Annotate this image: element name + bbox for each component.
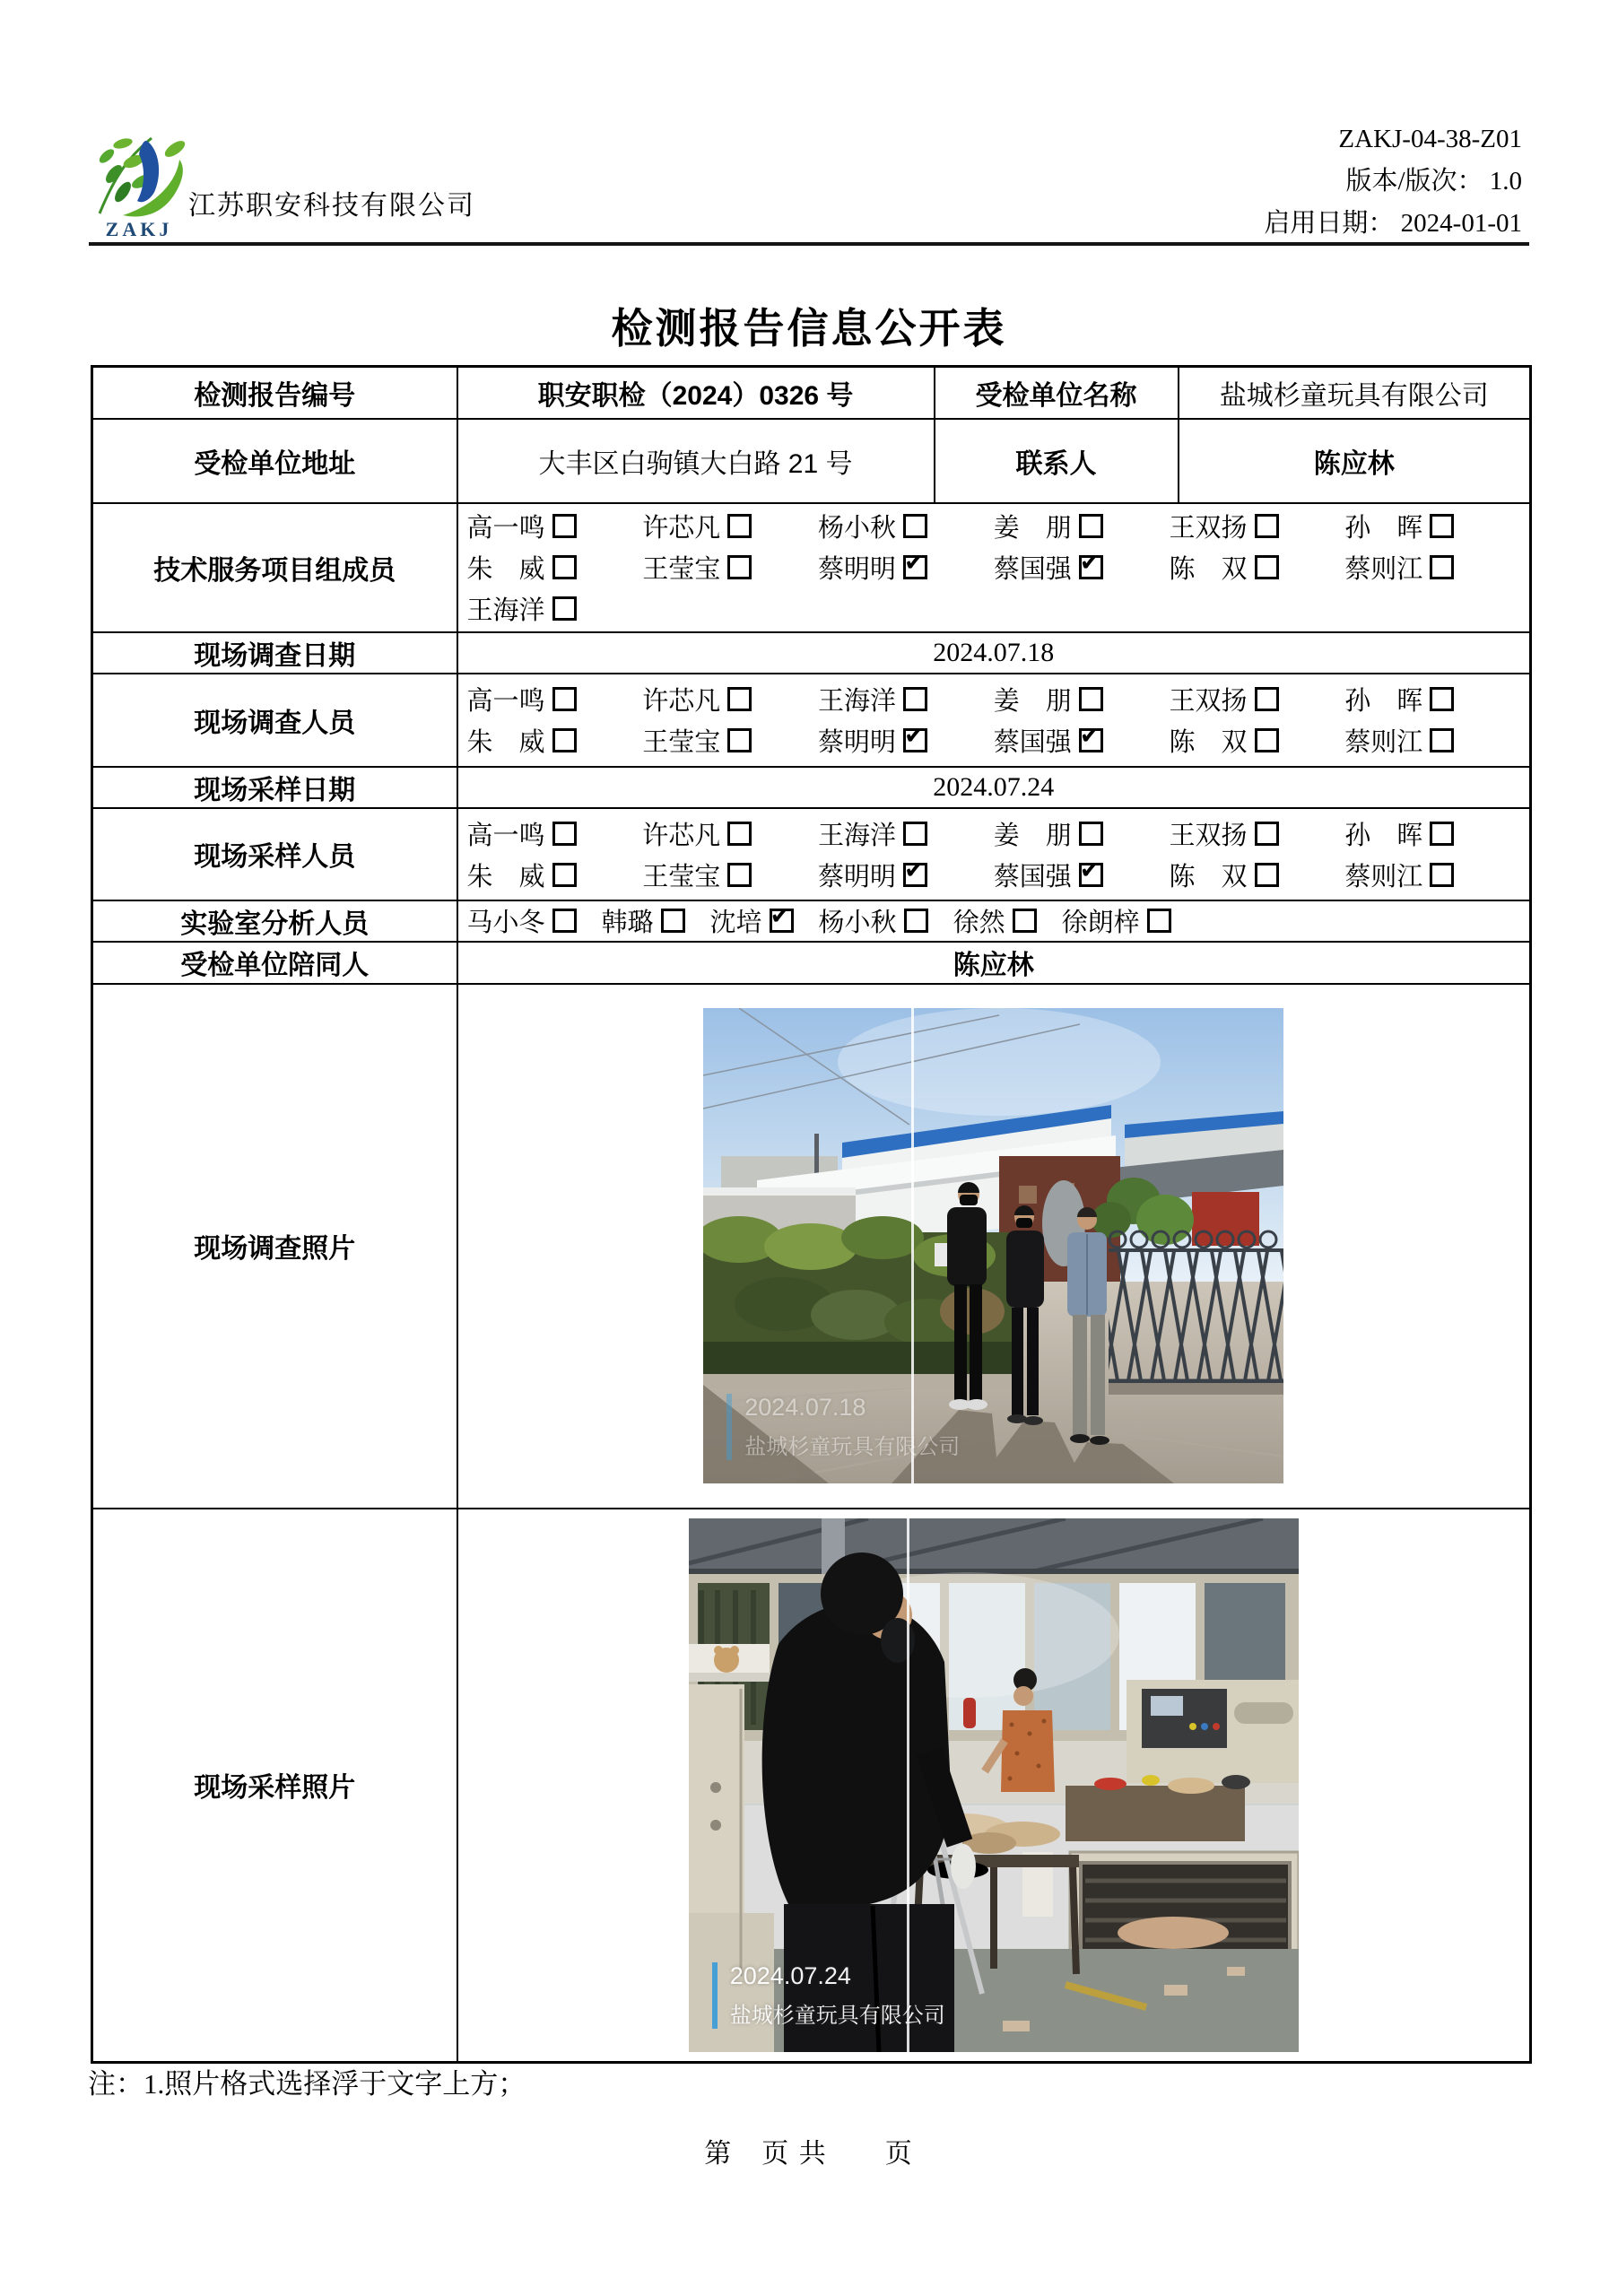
member xyxy=(642,549,818,586)
member-checkbox xyxy=(1430,514,1454,538)
doc-version: 版本/版次： 1.0 xyxy=(1345,167,1522,196)
member-name: 王双扬 xyxy=(1169,687,1248,716)
member xyxy=(818,722,994,759)
companion-value: 陈应林 xyxy=(457,942,1531,984)
sampling-photo-label: 现场采样照片 xyxy=(92,1509,457,2063)
member-checkbox xyxy=(1255,687,1279,711)
survey-staff-members xyxy=(457,674,1531,767)
member-name: 王海洋 xyxy=(466,596,545,625)
member-name: 蔡国强 xyxy=(993,862,1072,891)
left-shelf xyxy=(689,1644,774,1682)
member-checkbox xyxy=(903,514,927,538)
member xyxy=(994,508,1170,544)
member-checkbox xyxy=(727,863,752,887)
member-name: 王双扬 xyxy=(1169,514,1248,543)
lab-staff-line xyxy=(467,902,1521,940)
table-row-survey-photo xyxy=(92,984,1531,1509)
member-checkbox xyxy=(1255,514,1279,538)
survey-staff-label: 现场调查人员 xyxy=(92,674,457,767)
member-name: 沈培 xyxy=(709,909,762,937)
member-name: 杨小秋 xyxy=(818,514,897,543)
member-checkbox xyxy=(552,909,577,933)
member-checkbox xyxy=(1430,822,1454,846)
watermark-date: 2024.07.24 xyxy=(729,1961,851,1989)
member xyxy=(642,508,818,544)
member-name: 孙 晖 xyxy=(1344,687,1423,716)
member-checkbox xyxy=(1430,687,1454,711)
member-checkbox xyxy=(1079,514,1103,538)
survey-date-value: 2024.07.18 xyxy=(457,632,1531,674)
contact-value: 陈应林 xyxy=(1179,419,1531,503)
survey-photo-watermark xyxy=(726,1394,960,1460)
unit-addr-label: 受检单位地址 xyxy=(92,419,457,503)
member-checkbox xyxy=(903,863,927,887)
member xyxy=(818,815,994,852)
member-checkbox xyxy=(1255,555,1279,579)
table-row-survey-staff xyxy=(92,674,1531,767)
table-row-address xyxy=(92,419,1531,503)
member-name: 王莹宝 xyxy=(642,862,721,891)
member-checkbox xyxy=(661,909,685,933)
member-checkbox xyxy=(552,555,577,579)
report-no-label: 检测报告编号 xyxy=(92,367,457,419)
sampling-date-value: 2024.07.24 xyxy=(457,767,1531,808)
member xyxy=(467,857,643,893)
table-row-sampling-staff xyxy=(92,808,1531,900)
sampling-date-label: 现场采样日期 xyxy=(92,767,457,808)
member-name: 蔡明明 xyxy=(818,555,897,584)
member xyxy=(994,815,1170,852)
member-name: 高一鸣 xyxy=(466,687,545,716)
member xyxy=(994,549,1170,586)
member xyxy=(994,857,1170,893)
retractable-gate xyxy=(1109,1231,1283,1395)
unit-name-label: 受检单位名称 xyxy=(935,367,1179,419)
header-divider xyxy=(89,242,1529,246)
member-checkbox xyxy=(552,728,577,752)
member-name: 王双扬 xyxy=(1169,821,1248,850)
member xyxy=(1170,857,1345,893)
member xyxy=(467,681,643,718)
member-checkbox xyxy=(1079,863,1103,887)
member-name: 陈 双 xyxy=(1169,555,1248,584)
member-name: 韩璐 xyxy=(601,909,654,937)
table-row-team xyxy=(92,503,1531,632)
member-checkbox xyxy=(904,909,928,933)
member-name: 许芯凡 xyxy=(642,687,721,716)
member xyxy=(467,508,643,544)
watermark-date: 2024.07.18 xyxy=(744,1394,866,1421)
member-name: 朱 威 xyxy=(466,862,545,891)
member-checkbox xyxy=(1430,863,1454,887)
member-name: 杨小秋 xyxy=(818,909,897,937)
team-line-3 xyxy=(467,588,1521,630)
member xyxy=(818,549,994,586)
member-checkbox xyxy=(727,687,752,711)
member-checkbox xyxy=(727,728,752,752)
member xyxy=(1170,815,1345,852)
member-name: 王莹宝 xyxy=(642,555,721,584)
member xyxy=(1062,902,1171,939)
doc-start-date: 启用日期： 2024-01-01 xyxy=(1264,209,1522,238)
member-name: 高一鸣 xyxy=(466,514,545,543)
member-checkbox xyxy=(903,728,927,752)
member-checkbox xyxy=(1079,687,1103,711)
member-name: 朱 威 xyxy=(466,555,545,584)
table-row-report-no xyxy=(92,367,1531,419)
survey-staff-line-1 xyxy=(467,679,1521,720)
member-name: 许芯凡 xyxy=(642,821,721,850)
member xyxy=(994,722,1170,759)
table-row-lab-staff xyxy=(92,900,1531,942)
survey-photo xyxy=(703,1008,1283,1483)
member xyxy=(467,590,643,627)
member-name: 蔡明明 xyxy=(818,728,897,757)
watermark-company: 盐城杉童玩具有限公司 xyxy=(744,1435,961,1459)
survey-date-label: 现场调查日期 xyxy=(92,632,457,674)
team-members xyxy=(457,503,1531,632)
team-line-1 xyxy=(467,506,1521,547)
report-info-table xyxy=(91,365,1532,2064)
member-checkbox xyxy=(552,687,577,711)
member xyxy=(818,857,994,893)
member-checkbox xyxy=(1147,909,1171,933)
sampling-staff-line-1 xyxy=(467,813,1521,854)
logo-text: ZAKJ xyxy=(105,218,173,240)
member xyxy=(642,815,818,852)
member-name: 马小冬 xyxy=(466,909,545,937)
member-checkbox xyxy=(1013,909,1037,933)
footnote: 注：1.照片格式选择浮于文字上方； xyxy=(88,2068,526,2100)
member-checkbox xyxy=(552,514,577,538)
member-name: 陈 双 xyxy=(1169,728,1248,757)
company-logo xyxy=(92,131,186,221)
page-footer: 第 页 共 页 xyxy=(704,2139,914,2169)
member-checkbox xyxy=(1079,728,1103,752)
member xyxy=(602,902,685,939)
member xyxy=(818,508,994,544)
member xyxy=(467,815,643,852)
member xyxy=(1344,549,1520,586)
member xyxy=(1344,508,1520,544)
member xyxy=(642,681,818,718)
member-name: 王莹宝 xyxy=(642,728,721,757)
member-name: 朱 威 xyxy=(466,728,545,757)
table-row-sampling-photo xyxy=(92,1509,1531,2063)
member-name: 徐朗梓 xyxy=(1061,909,1140,937)
member-checkbox xyxy=(903,822,927,846)
member-checkbox xyxy=(1079,822,1103,846)
member-checkbox xyxy=(727,555,752,579)
page-title: 检测报告信息公开表 xyxy=(611,305,1007,352)
member-name: 徐然 xyxy=(953,909,1005,937)
member xyxy=(994,681,1170,718)
member xyxy=(1344,815,1520,852)
member-name: 蔡国强 xyxy=(993,555,1072,584)
member xyxy=(467,549,643,586)
report-no-value: 职安职检（2024）0326 号 xyxy=(457,367,935,419)
member-name: 孙 晖 xyxy=(1344,514,1423,543)
sampling-photo xyxy=(689,1518,1299,2052)
member-name: 陈 双 xyxy=(1169,862,1248,891)
survey-photo-cell xyxy=(457,984,1531,1509)
member-checkbox xyxy=(903,687,927,711)
member-name: 蔡则江 xyxy=(1344,555,1423,584)
member-checkbox xyxy=(552,596,577,621)
member-checkbox xyxy=(727,822,752,846)
member-name: 王海洋 xyxy=(818,687,897,716)
member-name: 姜 朋 xyxy=(993,514,1072,543)
sampling-staff-line-2 xyxy=(467,854,1521,895)
member-checkbox xyxy=(552,863,577,887)
logo-blue-swoosh xyxy=(137,141,159,202)
member-checkbox xyxy=(903,555,927,579)
unit-addr-value: 大丰区白驹镇大白路 21 号 xyxy=(457,419,935,503)
table-row-survey-date xyxy=(92,632,1531,674)
member-name: 孙 晖 xyxy=(1344,821,1423,850)
watermark-company: 盐城杉童玩具有限公司 xyxy=(729,2003,945,2028)
member xyxy=(1170,508,1345,544)
member xyxy=(818,681,994,718)
unit-name-value: 盐城杉童玩具有限公司 xyxy=(1179,367,1531,419)
member xyxy=(642,722,818,759)
member xyxy=(710,902,794,939)
lab-staff-members xyxy=(457,900,1531,942)
member-name: 姜 朋 xyxy=(993,821,1072,850)
lab-staff-label: 实验室分析人员 xyxy=(92,900,457,942)
team-line-2 xyxy=(467,547,1521,588)
member-checkbox xyxy=(1079,555,1103,579)
member xyxy=(1344,681,1520,718)
member-name: 王海洋 xyxy=(818,821,897,850)
member-checkbox xyxy=(770,909,794,933)
member-checkbox xyxy=(1255,728,1279,752)
member xyxy=(953,902,1037,939)
member-checkbox xyxy=(1255,822,1279,846)
member xyxy=(467,722,643,759)
sampling-photo-watermark xyxy=(712,1962,945,2029)
survey-staff-line-2 xyxy=(467,720,1521,761)
team-label: 技术服务项目组成员 xyxy=(92,503,457,632)
document-meta xyxy=(1264,118,1522,245)
member xyxy=(819,902,928,939)
member-name: 蔡明明 xyxy=(818,862,897,891)
member-checkbox xyxy=(1255,863,1279,887)
member-checkbox xyxy=(727,514,752,538)
center-machine xyxy=(1127,1680,1299,1783)
member-checkbox xyxy=(1430,728,1454,752)
table-row-sampling-date xyxy=(92,767,1531,808)
member xyxy=(1170,722,1345,759)
member-checkbox xyxy=(552,822,577,846)
member-name: 姜 朋 xyxy=(993,687,1072,716)
table-row-companion xyxy=(92,942,1531,984)
member-name: 许芯凡 xyxy=(642,514,721,543)
member xyxy=(1170,681,1345,718)
sampling-staff-members xyxy=(457,808,1531,900)
member-name: 蔡国强 xyxy=(993,728,1072,757)
companion-label: 受检单位陪同人 xyxy=(92,942,457,984)
survey-photo-label: 现场调查照片 xyxy=(92,984,457,1509)
member-name: 蔡则江 xyxy=(1344,862,1423,891)
member xyxy=(1344,857,1520,893)
sampling-photo-cell xyxy=(457,1509,1531,2063)
company-name: 江苏职安科技有限公司 xyxy=(188,191,475,221)
doc-code: ZAKJ-04-38-Z01 xyxy=(1338,125,1522,153)
contact-label: 联系人 xyxy=(935,419,1179,503)
member-name: 蔡则江 xyxy=(1344,728,1423,757)
sampling-staff-label: 现场采样人员 xyxy=(92,808,457,900)
member xyxy=(1170,549,1345,586)
member-checkbox xyxy=(1430,555,1454,579)
member xyxy=(1344,722,1520,759)
member xyxy=(642,857,818,893)
member-name: 高一鸣 xyxy=(466,821,545,850)
member xyxy=(467,902,577,939)
